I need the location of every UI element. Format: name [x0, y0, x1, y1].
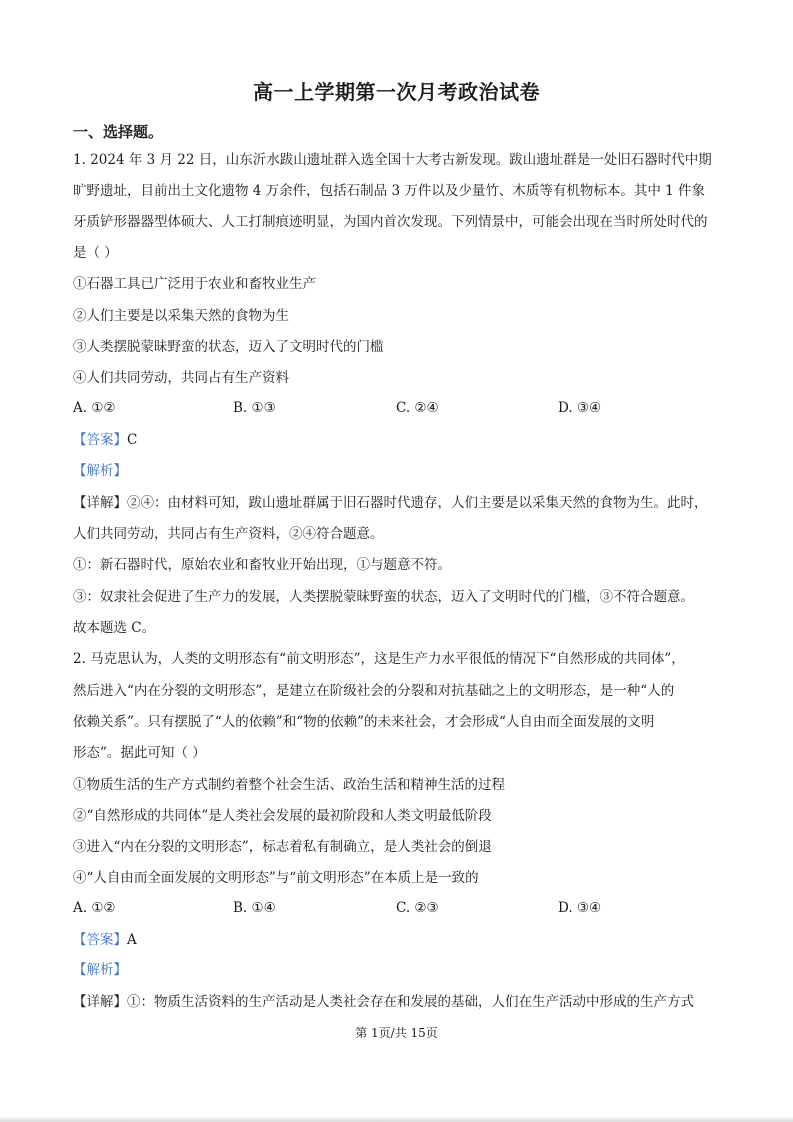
detail-text: ①：物质生活资料的生产活动是人类社会存在和发展的基础，人们在生产活动中形成的生产方式 — [127, 994, 694, 1010]
q2-statement: ③进入“内在分裂的文明形态”，标志着私有制确立，是人类社会的倒退 — [73, 839, 492, 855]
q2-option-b: B. ①④ — [233, 900, 276, 916]
q2-stem-line: 依赖关系”。只有摆脱了“人的依赖”和“物的依赖”的未来社会，才会形成“人自由而全面发展的文明 — [73, 714, 655, 730]
answer-tag: 【答案】 — [73, 432, 127, 448]
q1-statement: ①石器工具已广泛用于农业和畜牧业生产 — [73, 276, 316, 292]
q2-detail-line — [73, 992, 723, 1012]
answer-value: A — [127, 932, 137, 948]
q1-option-c: C. ②④ — [396, 400, 439, 416]
q2-analysis — [73, 960, 723, 980]
q1-stem-line: 是（ ） — [73, 245, 118, 261]
answer-value: C — [127, 432, 138, 448]
q1-stem-line: 旷野遗址，目前出土文化遗物 4 万余件，包括石制品 3 万件以及少量竹、木质等有机物标本。其中 1 件象 — [73, 183, 706, 199]
q1-answer — [73, 430, 723, 450]
section-heading: 一、选择题。 — [73, 123, 164, 141]
detail-tag: 【详解】 — [73, 495, 127, 511]
q2-statement: ②“自然形成的共同体”是人类社会发展的最初阶段和人类文明最低阶段 — [73, 808, 492, 824]
q1-detail-line: 人们共同劳动，共同占有生产资料，②④符合题意。 — [73, 526, 384, 542]
q1-detail-line — [73, 493, 723, 513]
q1-analysis — [73, 461, 723, 481]
q1-detail-line: ③：奴隶社会促进了生产力的发展，人类摆脱蒙昧野蛮的状态，迈入了文明时代的门槛，③不符合题意。 — [73, 589, 694, 605]
detail-tag: 【详解】 — [73, 994, 127, 1010]
q2-option-c: C. ②③ — [396, 900, 439, 916]
q2-answer — [73, 930, 723, 950]
q1-detail-line: 故本题选 C。 — [73, 620, 156, 636]
page-title: 高一上学期第一次月考政治试卷 — [253, 80, 540, 104]
q2-statement: ④“人自由而全面发展的文明形态”与“前文明形态”在本质上是一致的 — [73, 870, 479, 886]
q2-stem-line: 然后进入“内在分裂的文明形态”，是建立在阶级社会的分裂和对抗基础之上的文明形态，是一种“人的 — [73, 683, 675, 699]
page-bottom-divider — [0, 1116, 793, 1122]
q1-statement: ④人们共同劳动，共同占有生产资料 — [73, 370, 289, 386]
analysis-tag: 【解析】 — [73, 962, 127, 978]
q2-stem-line: 形态”。据此可知（ ） — [73, 745, 206, 761]
q1-statement: ②人们主要是以采集天然的食物为生 — [73, 308, 289, 324]
q1-stem-line: 1. 2024 年 3 月 22 日，山东沂水跋山遗址群入选全国十大考古新发现。跋山遗址群是一处旧石器时代中期 — [73, 152, 712, 168]
q1-statement: ③人类摆脱蒙昧野蛮的状态，迈入了文明时代的门槛 — [73, 339, 384, 355]
answer-tag: 【答案】 — [73, 932, 127, 948]
q2-statement: ①物质生活的生产方式制约着整个社会生活、政治生活和精神生活的过程 — [73, 777, 505, 793]
q1-option-b: B. ①③ — [233, 400, 276, 416]
page-footer: 第 1页/共 15页 — [355, 1026, 438, 1040]
q2-option-a: A. ①② — [73, 900, 116, 916]
q1-option-a: A. ①② — [73, 400, 116, 416]
q2-stem-line: 2. 马克思认为，人类的文明形态有“前文明形态”，这是生产力水平很低的情况下“自然形成的共同体”， — [73, 651, 685, 667]
q1-stem-line: 牙质铲形器器型体硕大、人工打制痕迹明显，为国内首次发现。下列情景中，可能会出现在当时所处时代的 — [73, 214, 708, 230]
detail-text: ②④：由材料可知，跋山遗址群属于旧石器时代遗存，人们主要是以采集天然的食物为生。此时， — [127, 495, 708, 511]
q1-option-d: D. ③④ — [558, 400, 602, 416]
analysis-tag: 【解析】 — [73, 463, 127, 479]
q2-option-d: D. ③④ — [558, 900, 602, 916]
q1-detail-line: ①：新石器时代，原始农业和畜牧业开始出现，①与题意不符。 — [73, 557, 451, 573]
